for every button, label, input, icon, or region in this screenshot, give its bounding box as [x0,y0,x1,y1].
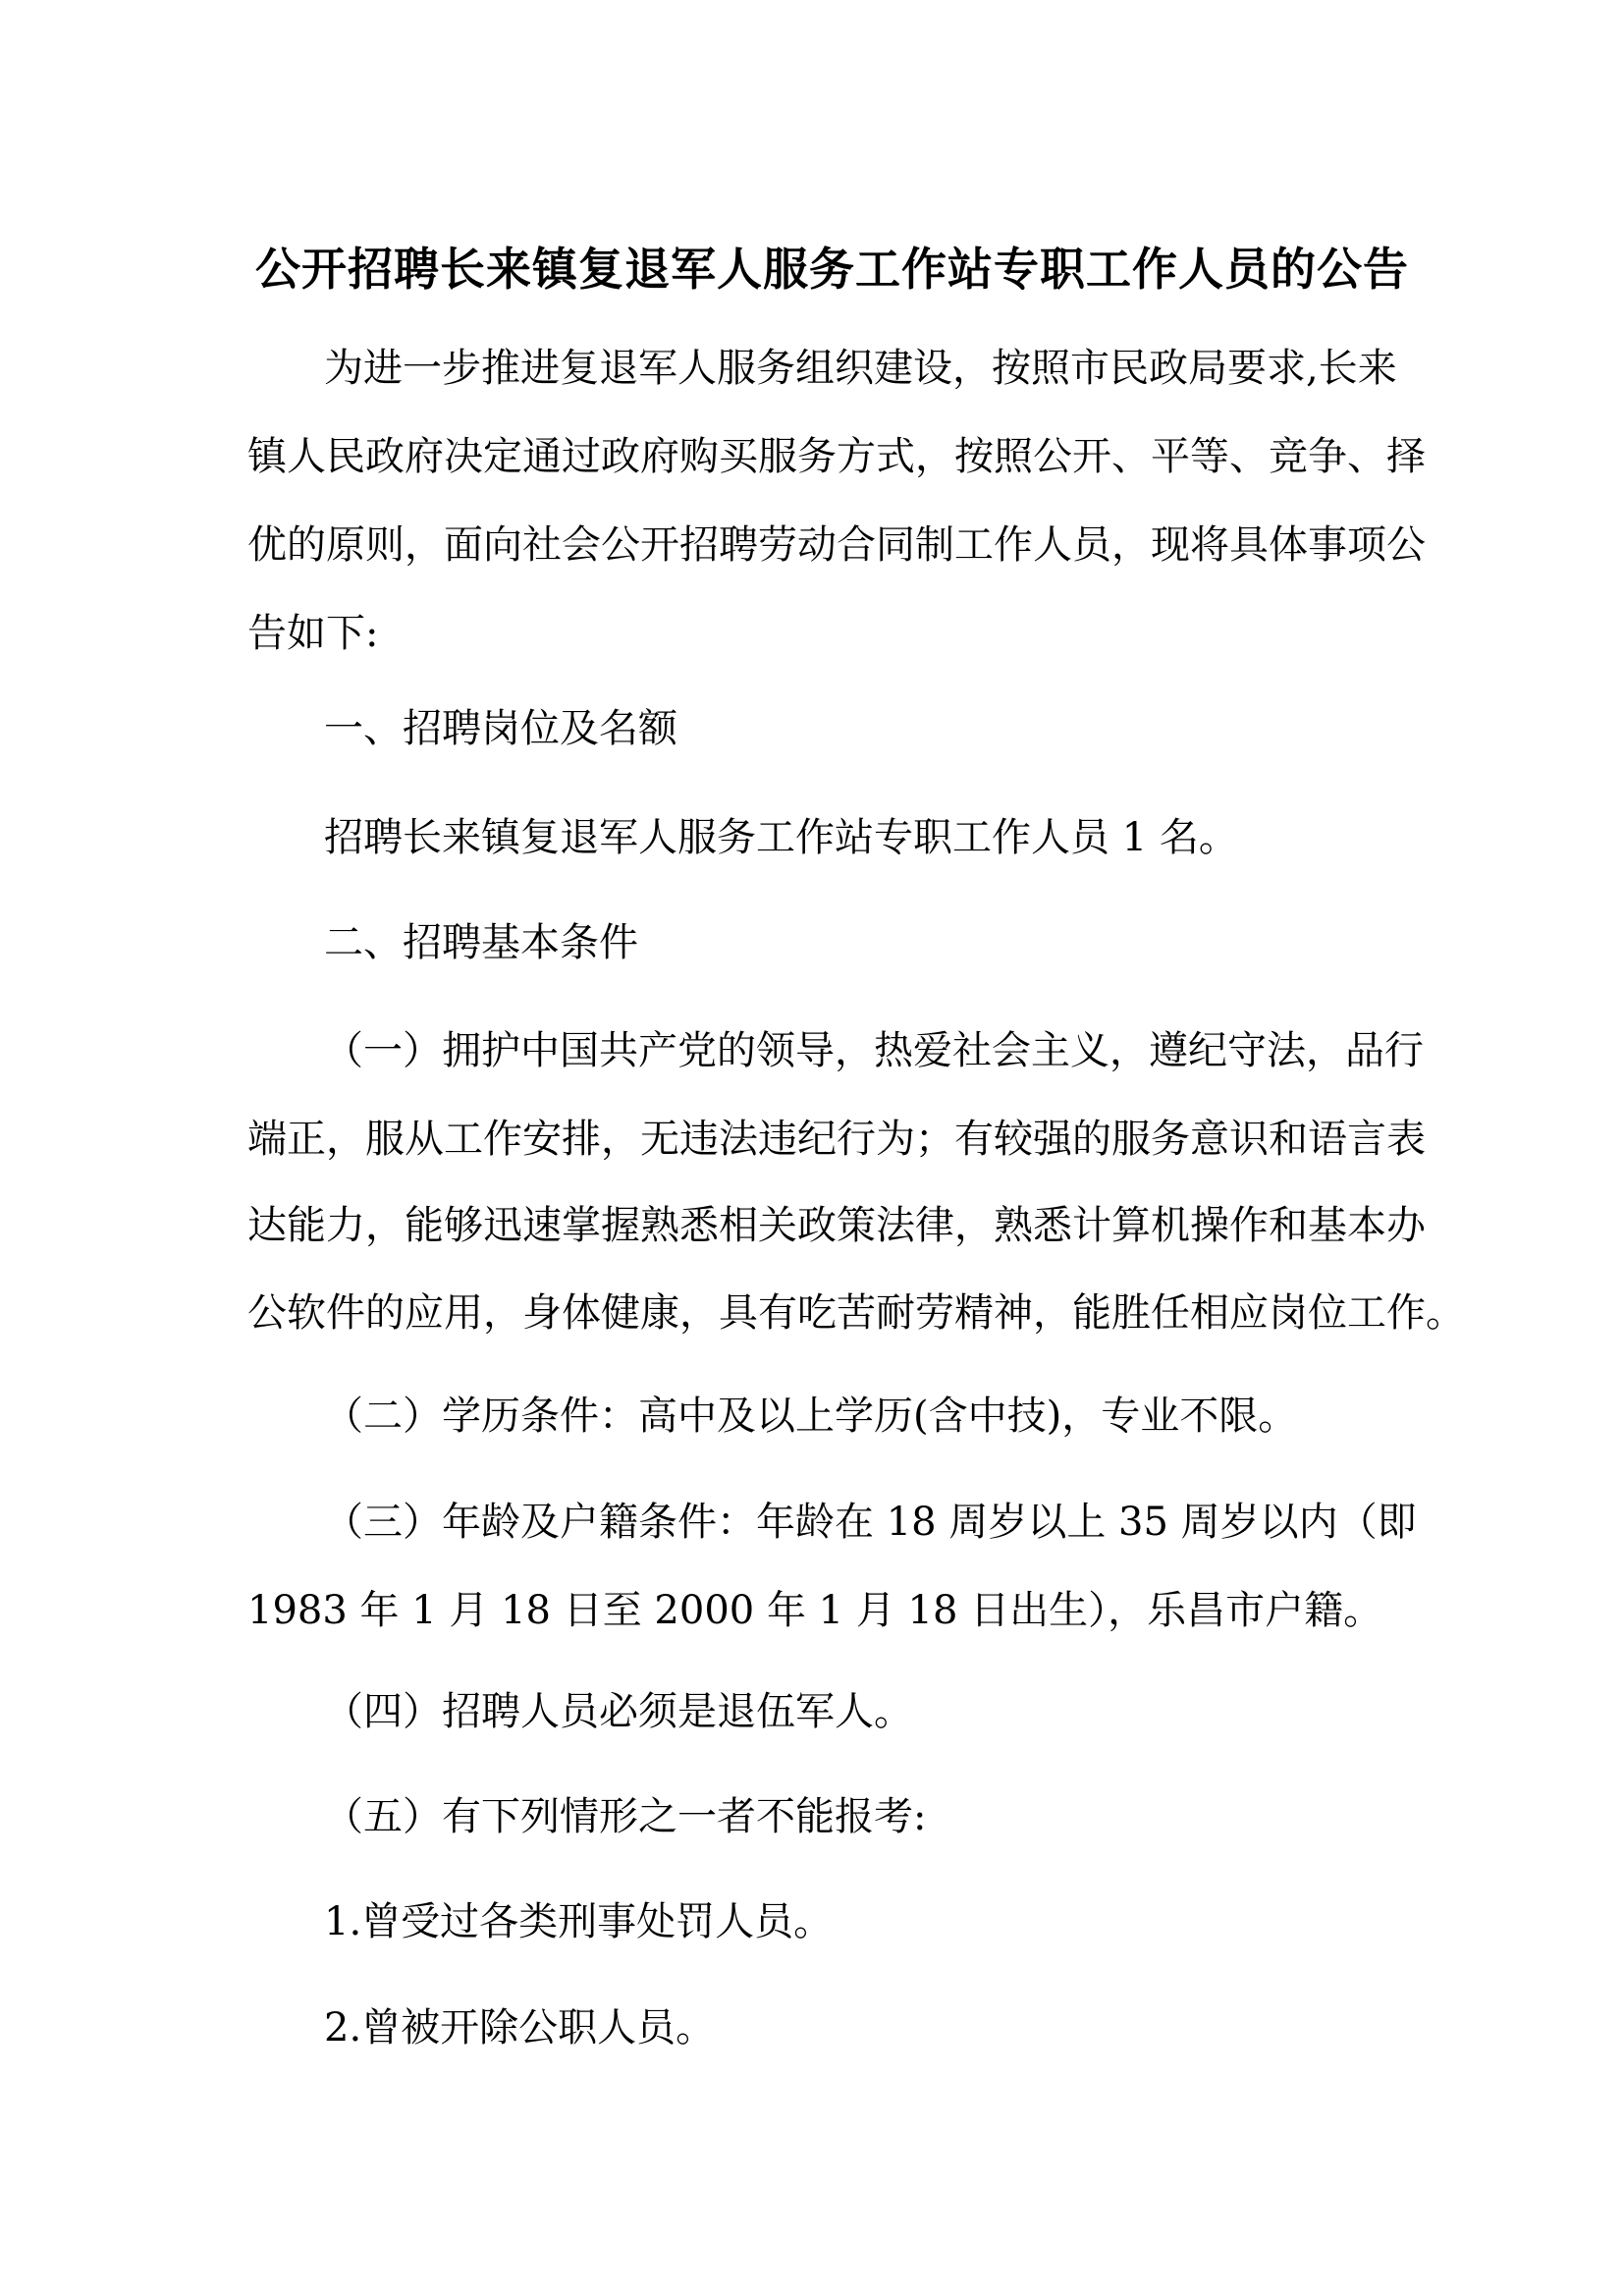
section-1-heading: 一、招聘岗位及名额 [324,706,677,751]
intro-line-3: 优的原则，面向社会公开招聘劳动合同制工作人员，现将具体事项公 [247,522,1426,568]
condition-3-line-1: （三）年龄及户籍条件：年龄在 18 周岁以上 35 周岁以内（即 [324,1500,1417,1545]
section-2-heading: 二、招聘基本条件 [324,920,638,965]
intro-line-1: 为进一步推进复退军人服务组织建设，按照市民政局要求,长来 [324,346,1397,391]
condition-3-line-2: 1983 年 1 月 18 日至 2000 年 1 月 18 日出生），乐昌市户籍。 [247,1588,1383,1633]
document-title: 公开招聘长来镇复退军人服务工作站专职工作人员的公告 [255,243,1409,296]
condition-2: （二）学历条件：高中及以上学历(含中技)，专业不限。 [324,1394,1298,1439]
condition-1-line-2: 端正，服从工作安排，无违法违纪行为；有较强的服务意识和语言表 [247,1117,1426,1162]
condition-5: （五）有下列情形之一者不能报考: [324,1794,927,1839]
intro-line-2: 镇人民政府决定通过政府购买服务方式，按照公开、平等、竞争、择 [247,434,1426,479]
condition-1-line-4: 公软件的应用，身体健康，具有吃苦耐劳精神，能胜任相应岗位工作。 [247,1290,1465,1336]
condition-1-line-3: 达能力，能够迅速掌握熟悉相关政策法律，熟悉计算机操作和基本办 [247,1203,1426,1248]
condition-4: （四）招聘人员必须是退伍军人。 [324,1689,913,1734]
condition-1-line-1: （一）拥护中国共产党的领导，热爱社会主义，遵纪守法，品行 [324,1028,1424,1073]
exclusion-1: 1.曾受过各类刑事处罚人员。 [324,1899,834,1944]
exclusion-2: 2.曾被开除公职人员。 [324,2005,716,2050]
intro-line-4: 告如下: [247,611,379,656]
section-1-content: 招聘长来镇复退军人服务工作站专职工作人员 1 名。 [324,815,1238,860]
